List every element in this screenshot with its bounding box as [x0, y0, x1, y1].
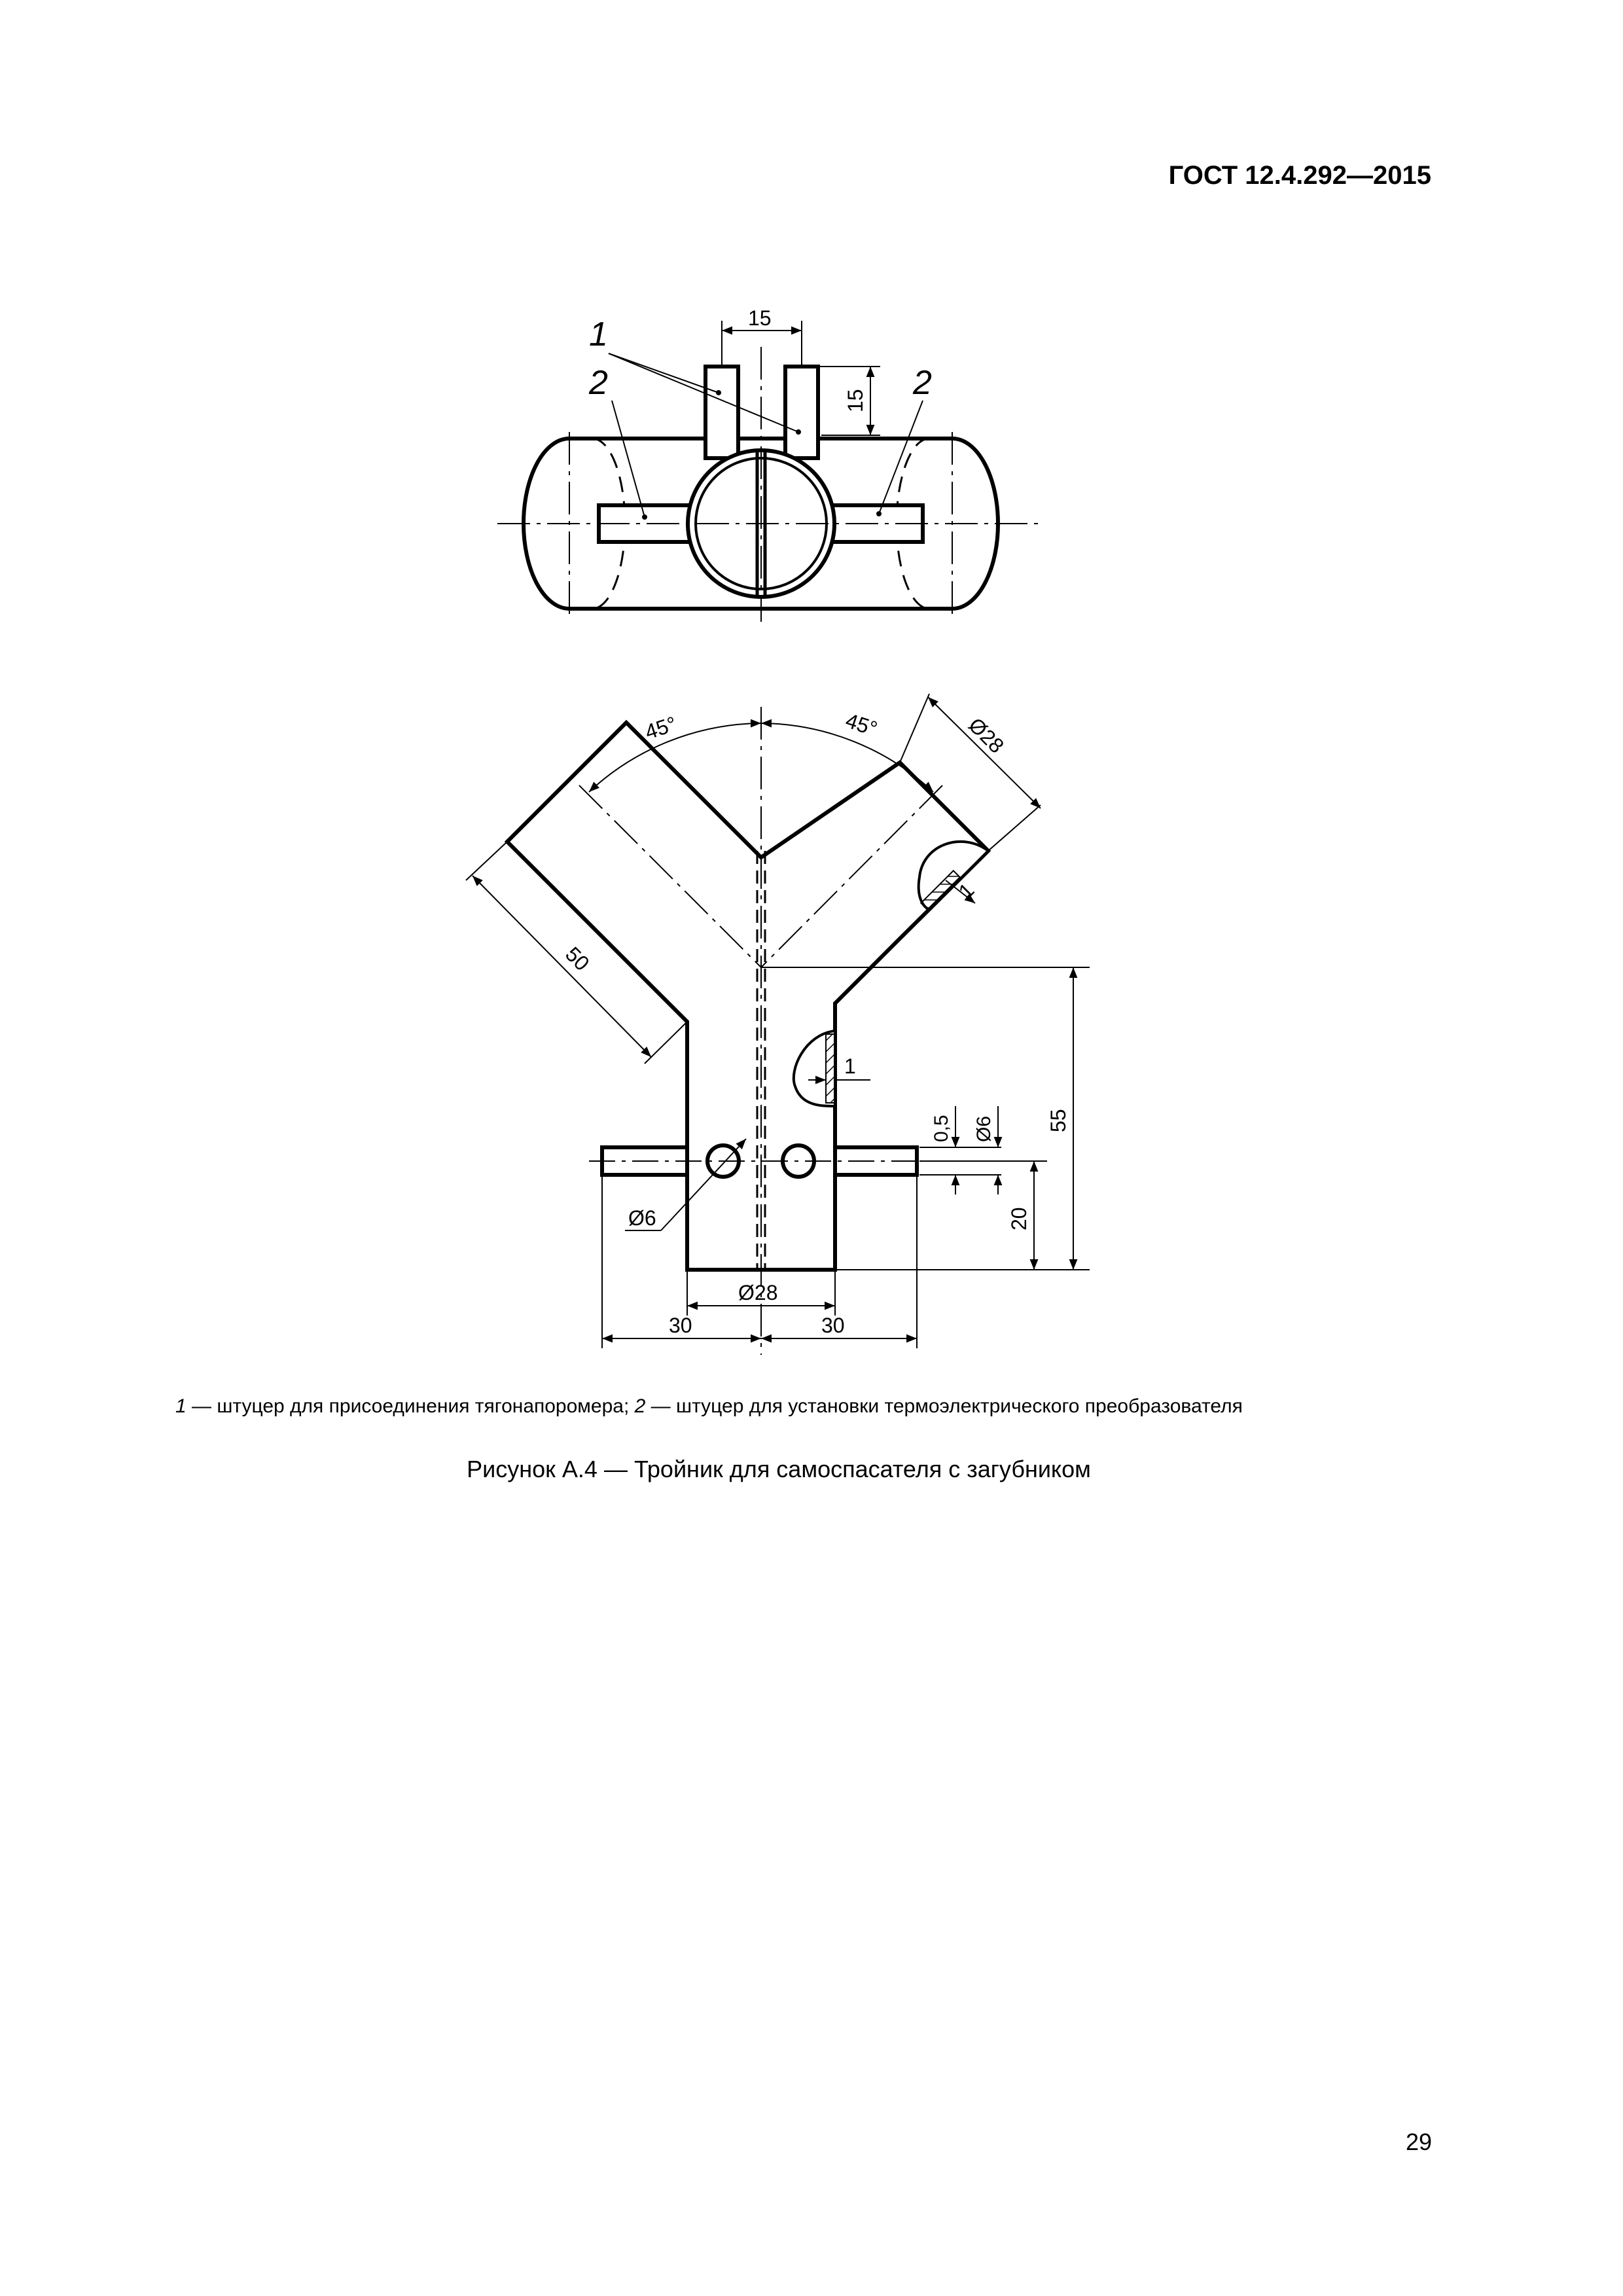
dim-half-left: 30 — [669, 1314, 692, 1337]
dim-gap: 0,5 — [931, 1115, 952, 1142]
dim-angle-left: 45° — [642, 711, 680, 744]
legend-text-2: — штуцер для установки термоэлектрического преобразователя — [645, 1395, 1243, 1417]
dim-wall-1-lower: 1 — [844, 1054, 856, 1078]
dim-height-20: 20 — [1007, 1207, 1031, 1230]
dim-body-diameter: Ø28 — [738, 1281, 778, 1304]
y-body-outline — [507, 723, 988, 1270]
dim-wall-1-upper: 1 — [954, 878, 979, 903]
legend-number-1: 1 — [175, 1395, 187, 1417]
dim-top-spacing: 15 — [748, 306, 772, 330]
dim-top-height: 15 — [844, 389, 867, 412]
callout-2-left: 2 — [589, 364, 608, 402]
top-fitting-left — [705, 367, 738, 458]
document-standard-number: ГОСТ 12.4.292—2015 — [1168, 161, 1431, 190]
top-view — [497, 321, 1041, 622]
figure-legend — [175, 1395, 1243, 1418]
dim-half-right: 30 — [821, 1314, 845, 1337]
callout-2-right: 2 — [913, 364, 932, 402]
front-view — [466, 694, 1090, 1355]
dim-branch-length: 50 — [561, 942, 594, 976]
legend-text-1: — штуцер для присоединения тягонапоромера; — [186, 1395, 635, 1417]
top-fitting-right — [785, 367, 818, 458]
dim-hole-diameter: Ø6 — [628, 1206, 656, 1230]
dim-branch-diameter: Ø28 — [964, 713, 1009, 758]
dim-nozzle-diameter: Ø6 — [973, 1115, 995, 1142]
legend-number-2: 2 — [634, 1395, 646, 1417]
page-number: 29 — [1405, 2128, 1432, 2155]
dim-height-55: 55 — [1046, 1109, 1070, 1132]
dim-angle-right: 45° — [842, 708, 880, 741]
callout-1-top: 1 — [589, 315, 608, 353]
figure-caption: Рисунок А.4 — Тройник для самоспасателя с загубником — [467, 1456, 1091, 1482]
